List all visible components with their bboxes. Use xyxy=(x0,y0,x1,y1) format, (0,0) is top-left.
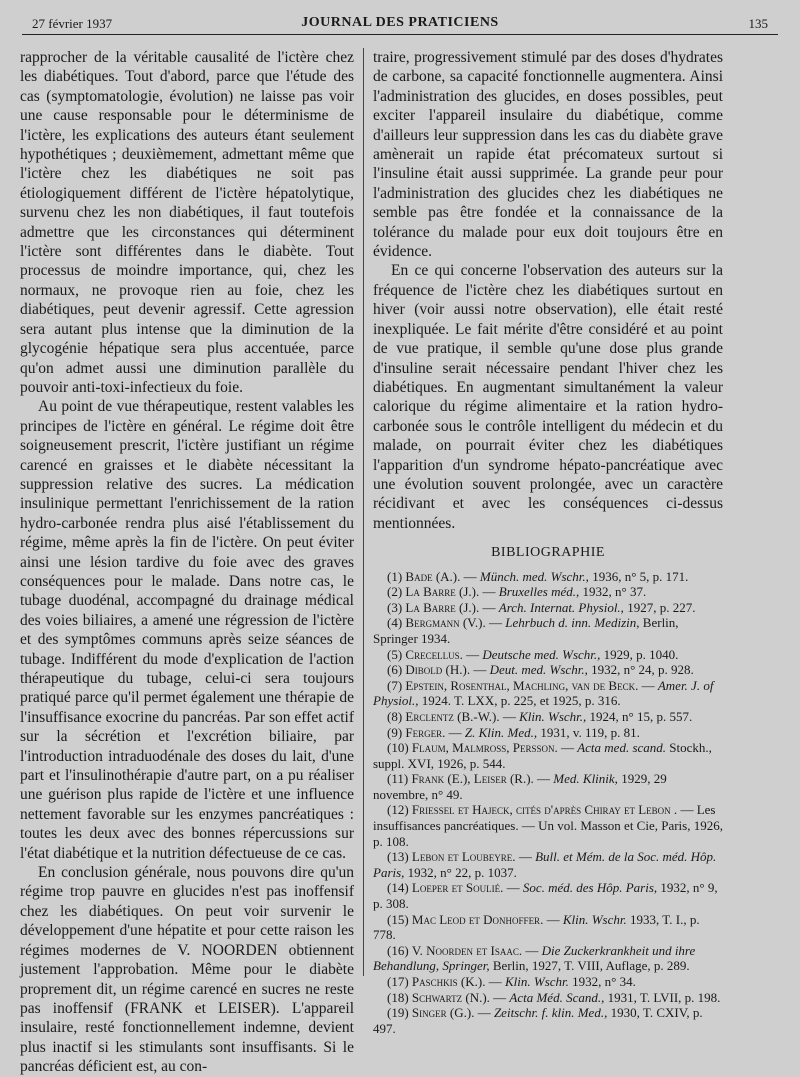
entry-authors: Epstein, Rosenthal, Machling, van de Beck. xyxy=(405,677,639,693)
entry-number: (9) xyxy=(387,724,403,740)
entry-number: (8) xyxy=(387,708,403,724)
bibliography-entry: (4) Bergmann (V.). — Lehrbuch d. inn. Medizin, Berlin, Springer 1934. xyxy=(373,615,679,646)
issue-date: 27 février 1937 xyxy=(32,16,113,31)
entry-number: (18) xyxy=(387,989,409,1005)
entry-details: 1933, T. I., p. 778. xyxy=(373,911,700,943)
entry-details: 1929, p. 1040. xyxy=(603,646,679,662)
entry-details: 1932, n° 37. xyxy=(582,584,647,600)
entry-source: Soc. méd. des Hôp. Paris, xyxy=(522,880,658,896)
bibliography-entry: (7) Epstein, Rosenthal, Machling, van de Beck. — Amer. J. of Physiol., 1924. T. LXX, p. 225, et 1925, p. 316. xyxy=(373,677,714,709)
entry-number: (11) xyxy=(387,771,409,787)
entry-source: Bull. et Mém. de la Soc. méd. Hôp. Paris, xyxy=(373,849,717,880)
entry-number: (4) xyxy=(387,615,403,631)
entry-number: (14) xyxy=(387,880,409,896)
bibliography-entry: (2) La Barre (J.). — Bruxelles méd., 1932, n° 37. xyxy=(387,584,647,600)
bibliography-entry xyxy=(373,802,723,849)
bibliography-entry: (5) Crecellus. — Deutsche med. Wschr., 1929, p. 1040. xyxy=(387,646,679,662)
entry-details: 1931, v. 119, p. 81. xyxy=(540,724,640,740)
entry-source: Deut. med. Wschr., xyxy=(489,662,588,678)
entry-details: 1930, T. CXIV, p. 497. xyxy=(373,1005,703,1036)
entry-authors: Schwartz (N.). xyxy=(411,989,490,1005)
entry-details: 1932, n° 24, p. 928. xyxy=(591,662,694,678)
bibliography-list xyxy=(373,569,723,1037)
entry-details: 1924. T. LXX, p. 225, et 1925, p. 316. xyxy=(421,693,621,709)
entry-source: Bruxelles méd., xyxy=(498,584,580,600)
bibliography-entry: (10) Flaum, Malmross, Persson. — Acta med. scand. Stockh., suppl. XVI, 1926, p. 544. xyxy=(373,740,712,771)
bibliography-entry: (8) Erclentz (B.-W.). — Klin. Wschr., 1924, n° 15, p. 557. xyxy=(387,708,693,724)
entry-source: Klin. Wschr., xyxy=(519,708,587,724)
entry-number: (5) xyxy=(387,646,403,662)
entry-authors: Dibold (H.). xyxy=(405,662,471,678)
page-number: 135 xyxy=(748,16,768,31)
paragraph: rapprocher de la véritable causalité de l'ictère chez les diabétiques. Tout d'abord, parce que l'étude des cas (symptomatologie, évolution) ne laisse pas voir une cause responsable pour le déterminisme de l'ictère, les explications des auteurs étant seulement hypothétiques ; deuxièmement, admettant même que l'ictère chez les diabétiques ne soit pas étiologiquement différent de l'ictère hépatolytique, survenu chez les non diabétiques, il faut toutefois admettre que les circonstances qui déterminent l'ictère sont différentes dans le diabète. Tout processus de moindre importance, qui, chez les normaux, ne provoque rien au foie, chez les diabétiques, peut devenir agressif. Cette agression sera autant plus intense que la diminution de la glycogénie hépatique sera plus accentuée, parce qu'on admet aussi une diminution parallèle du pouvoir anti-toxi-infectieux du foie. xyxy=(20,49,354,396)
entry-details: 1924, n° 15, p. 557. xyxy=(589,708,693,724)
entry-source: Klin. Wschr. xyxy=(504,974,569,989)
entry-authors: Frank (E.), Leiser (R.). xyxy=(411,771,534,787)
entry-number: (1) xyxy=(387,568,403,584)
entry-authors: Loeper et Soulié. xyxy=(411,880,504,896)
entry-details: 1927, p. 227. xyxy=(627,599,696,615)
entry-source: Deutsche med. Wschr., xyxy=(482,646,601,662)
journal-title: JOURNAL DES PRATICIENS xyxy=(301,15,499,30)
entry-authors: Flaum, Malmross, Persson. xyxy=(411,740,558,756)
entry-number: (13) xyxy=(387,849,409,865)
bibliography-entry: (18) Schwartz (N.). — Acta Méd. Scand., 1931, T. LVII, p. 198. xyxy=(387,989,721,1005)
entry-number: (15) xyxy=(387,911,409,927)
bibliography-entry: (17) Paschkis (K.). — Klin. Wschr. 1932, n° 34. xyxy=(387,974,636,989)
entry-number: (3) xyxy=(387,599,403,615)
entry-details: Berlin, 1927, T. VIII, Auflage, p. 289. xyxy=(492,958,690,974)
bibliography-entry: (6) Dibold (H.). — Deut. med. Wschr., 1932, n° 24, p. 928. xyxy=(387,662,694,678)
entry-number: (2) xyxy=(387,584,403,600)
entry-details: Stockh., suppl. XVI, 1926, p. 544. xyxy=(373,740,712,771)
entry-authors: Lebon et Loubeyre. xyxy=(411,849,516,865)
entry-authors: La Barre (J.). xyxy=(405,599,480,615)
entry-number: (17) xyxy=(387,974,409,989)
entry-number: (10) xyxy=(387,740,409,756)
entry-number: (6) xyxy=(387,662,403,678)
entry-authors: Paschkis (K.). xyxy=(411,974,486,989)
bibliography-entry: (1) Bade (A.). — Münch. med. Wschr., 1936, n° 5, p. 171. xyxy=(387,568,689,584)
entry-source: Lehrbuch d. inn. Medizin, xyxy=(505,615,640,631)
entry-source: Zeitschr. f. klin. Med., xyxy=(493,1005,608,1021)
bibliography-entry: (16) V. Noorden et Isaac. — Die Zuckerkrankheit und ihre Behandlung, Springer, Berlin, 1927, T. VIII, Auflage, p. 289. xyxy=(373,942,696,974)
entry-authors: V. Noorden et Isaac. xyxy=(411,942,523,958)
bibliography-entry: (11) Frank (E.), Leiser (R.). — Med. Klinik, 1929, 29 novembre, n° 49. xyxy=(373,771,667,802)
entry-source: Amer. J. of Physiol., xyxy=(373,677,714,709)
entry-details: 1932, n° 9, p. 308. xyxy=(373,880,718,912)
bibliography-entry: (3) La Barre (J.). — Arch. Internat. Physiol., 1927, p. 227. xyxy=(387,599,696,615)
entry-number: (12) xyxy=(387,802,409,818)
entry-source: Acta med. scand. xyxy=(577,740,667,756)
entry-source: Acta Méd. Scand., xyxy=(509,989,605,1005)
left-column xyxy=(20,48,354,1077)
entry-authors: Bergmann (V.). xyxy=(405,615,486,631)
entry-authors: Ferger. xyxy=(405,724,446,740)
entry-authors: Singer (G.). xyxy=(411,1005,475,1021)
bibliography-heading: BIBLIOGRAPHIE xyxy=(491,545,605,561)
entry-authors: Bade (A.). xyxy=(405,568,461,584)
entry-details: — Les insuffisances pancréatiques. — Un vol. Masson et Cie, Paris, 1926, p. 108. xyxy=(373,802,723,849)
entry-authors: Erclentz (B.-W.). xyxy=(405,708,500,724)
bibliography-entry: (19) Singer (G.). — Zeitschr. f. klin. Med., 1930, T. CXIV, p. 497. xyxy=(373,1005,703,1036)
entry-details: 1932, n° 34. xyxy=(572,974,636,989)
paragraph: traire, progressivement stimulé par des doses d'hydrates de carbone, sa capacité fonctionnelle augmentera. Ainsi l'administration des glucides, en doses possibles, peut exciter l'appareil insulaire du diabétique, comme d'ailleurs leur suppression dans les cas du diabète grave amènerait un rapide état précomateux surtout si l'insuline était aussi supprimée. La grande peur pour l'administration des glucides chez les diabétiques ne semble pas être fondée et la connaissance de la tolérance du malade pour eux doit toujours être en évidence. xyxy=(373,49,723,261)
entry-source: Die Zuckerkrankheit und ihre Behandlung, Springer, xyxy=(373,942,696,974)
entry-details: 1931, T. LVII, p. 198. xyxy=(607,989,721,1005)
entry-source: Münch. med. Wschr., xyxy=(479,568,589,584)
entry-source: Med. Klinik, xyxy=(553,771,618,787)
right-column xyxy=(373,48,723,1036)
page-header xyxy=(22,14,778,35)
entry-details: Berlin, Springer 1934. xyxy=(373,615,679,646)
entry-authors: La Barre (J.). xyxy=(405,584,480,600)
entry-number: (19) xyxy=(387,1005,409,1021)
entry-number: (16) xyxy=(387,942,409,958)
bibliography-entry: (14) Loeper et Soulié. — Soc. méd. des Hôp. Paris, 1932, n° 9, p. 308. xyxy=(373,880,718,912)
column-divider xyxy=(363,48,364,976)
paragraph: En ce qui concerne l'observation des auteurs sur la fréquence de l'ictère chez les diabétiques surtout en hiver (voir aussi notre observation), elle était resté inexpliquée. Le fait mérite d'être considéré et au point de vue pratique, il semble qu'une dose plus grande d'insuline serait nécessaire pendant l'hiver chez les diabétiques. En augmentant simultanément la valeur calorique du régime alimentaire et la ration hydro-carbonée sous le contrôle intelligent du médecin et du malade, on pourrait éviter chez les diabétiques l'apparition d'un syndrome hépato-pancréatique avec une évolution souvent prolongée, avec un caractère récidivant et avec les conséquences ci-dessus mentionnées. xyxy=(373,262,723,532)
entry-source: Klin. Wschr. xyxy=(562,911,627,927)
paragraph: Au point de vue thérapeutique, restent valables les principes de l'ictère en général. Le régime doit être soigneusement prescrit, l'ictère justifiant un régime carencé en graisses et le diabète nécessitant la suppression relative des sucres. La médication insulinique permettant l'enrichissement de la ration hydro-carbonée rendra plus aisé l'établissement du régime, même après la fin de l'ictère. On peut éviter ainsi une lésion tardive du foie avec des graves conséquences pour le malade. Dans notre cas, le tubage duodénal, accompagné du drainage médical des voies biliaires, a amené une régression de l'ictère et des symptômes communs après seize séances de tubage. Indifférent du mode d'explication de l'action thérapeutique du tubage, celui-ci sera toujours pratiqué parce qu'il permet également une thérapie de l'insuffisance exocrine du pancréas. Par son effet actif sur la sécrétion et l'excrétion biliaire, par l'introduction intraduodénale des doses du lait, d'une part et l'insulinothérapie d'autre part, on a pu réaliser une guérison plus rapide de l'ictère et une influence nettement favorable sur les enzymes pancréatiques : toutes les deux avec des bonnes répercussions sur l'état diabétique et la nutrition défectueuse de ce cas. xyxy=(20,398,354,862)
bibliography-entry: (13) Lebon et Loubeyre. — Bull. et Mém. de la Soc. méd. Hôp. Paris, 1932, n° 22, p. 1037. xyxy=(373,849,717,880)
entry-details: 1932, n° 22, p. 1037. xyxy=(407,864,517,880)
entry-details: 1929, 29 novembre, n° 49. xyxy=(373,771,667,802)
bibliography-entry: (15) Mac Leod et Donhoffer. — Klin. Wschr. 1933, T. I., p. 778. xyxy=(373,911,700,943)
entry-details: 1936, n° 5, p. 171. xyxy=(592,568,689,584)
paragraph: En conclusion générale, nous pouvons dire qu'un régime trop pauvre en glucides n'est pas inoffensif chez les diabétiques. On peut voir survenir le développement d'une hépatite et pour cette raison les régimes modernes de V. NOORDEN obtiennent justement l'approbation. Même pour le diabète proprement dit, un régime carencé en sucres ne reste pas inoffensif (FRANK et LEISER). L'appareil insulaire, resté fonctionnellement indemne, devient plus inactif si les stimulants sont insuffisants. Si le pancréas déficient est, au con- xyxy=(20,864,354,1076)
entry-authors: Mac Leod et Donhoffer. xyxy=(411,911,544,927)
bibliography-entry: (9) Ferger. — Z. Klin. Med., 1931, v. 119, p. 81. xyxy=(387,724,640,740)
entry-source: Arch. Internat. Physiol., xyxy=(498,599,624,615)
entry-number: (7) xyxy=(387,677,403,693)
entry-authors: Crecellus. xyxy=(405,646,463,662)
entry-authors: Friessel et Hajeck, cités d'après Chiray et Lebon . xyxy=(411,802,678,818)
entry-source: Z. Klin. Med., xyxy=(464,724,538,740)
